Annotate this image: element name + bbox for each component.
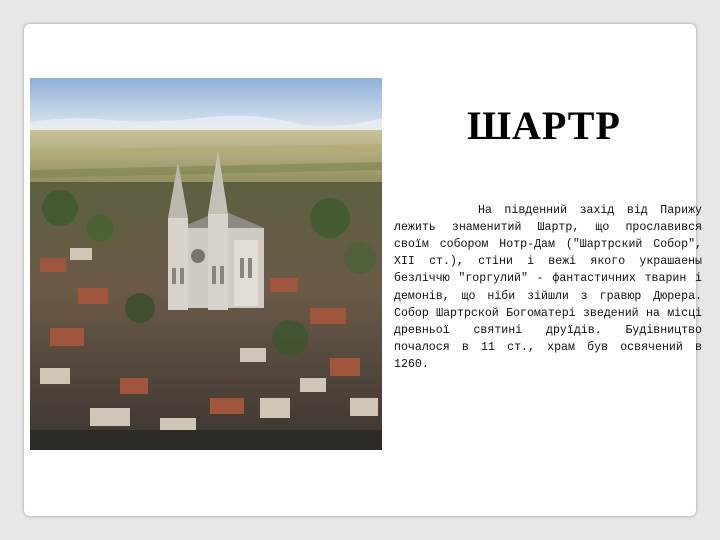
chartres-photo-icon xyxy=(30,78,382,450)
slide-body-text: На південний захід від Парижу лежить знаменитий Шартр, що прославився своїм собором Нотр-Дам ("Шартрский Собор", XII ст.), стіни і вежі якого украшаены безліччю "горгулий" - фантастичних тварин і демонів, що ніби зійшли з гравюр Дюрера. Собор Шартрской Богоматері зведений на місці древньої святині друїдів. Будівництво почалося в 11 ст., храм був освячений в 1260. xyxy=(394,203,702,372)
slide-title: ШАРТР xyxy=(467,103,621,148)
cathedral-aerial-photo xyxy=(30,78,382,450)
slide xyxy=(24,24,702,516)
